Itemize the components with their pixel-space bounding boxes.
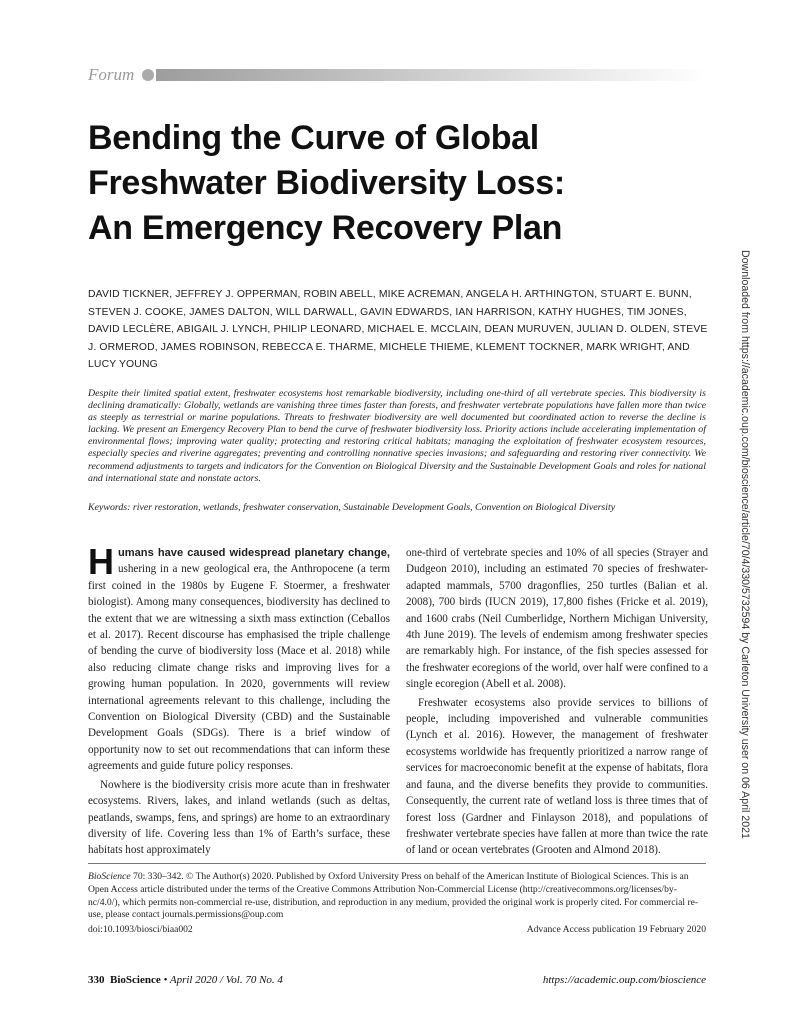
abstract: Despite their limited spatial extent, freshwater ecosystems host remarkable biodiversity, including one-third of all vertebrate species. This biodiversity is declining dramatically: Globally, wetlands are vanishing three times faster than forests, and freshwater vertebrate populations have fallen more than twice as steeply as terrestrial or marine populations. Threats to freshwater biodiversity are well documented but coordinated action to reverse the decline is lacking. We present an Emergency Recovery Plan to bend the curve of freshwater biodiversity loss. Priority actions include accelerating implementation of environmental flows; improving water quality; protecting and restoring critical habitats; managing the exploitation of freshwater ecosystem resources, especially species and riverine aggregates; preventing and controlling nonnative species invasions; and safeguarding and restoring river connectivity. We recommend adjustments to targets and indicators for the Convention on Biological Diversity and the Sustainable Development Goals and roles for national and international state and nonstate actors. [88,388,706,484]
title-line: Freshwater Biodiversity Loss: [88,164,565,202]
doi-text: doi:10.1093/biosci/biaa002 [88,924,193,935]
drop-cap: H [88,541,114,582]
download-note [739,250,753,839]
section-label-text: Forum [88,65,135,84]
page-number: 330 [88,974,105,986]
body-paragraph [88,541,390,775]
section-label-bar [156,69,708,81]
license-footnote [88,871,706,922]
article-title [88,116,648,251]
footer-journal: BioScience [110,974,161,986]
footer-issue: • April 2020 / Vol. 70 No. 4 [160,974,283,986]
footnote-journal: BioScience [88,871,131,882]
body-paragraph: one-third of vertebrate species and 10% of all species (Strayer and Dudgeon 2010), including an estimated 70 species of freshwater-adapted mammals, 5700 dragonflies, 250 turtles (Balian et al. 2008), 700 birds (IUCN 2019), 17,800 fishes (Fricke et al. 2019), and 1600 crabs (Neil Cumberlidge, Northern Michigan University, 4th June 2019). The levels of endemism among freshwater species are remarkably high. For instance, of the fish species assessed for the freshwater ecoregions of the world, over half were confined to a single ecoregion (Abell et al. 2008). [406,547,708,691]
advance-access-text: Advance Access publication 19 February 2020 [526,924,706,935]
footer-citation [88,974,283,986]
lead-in: umans have caused widespread planetary change, [118,547,390,559]
author-list: DAVID TICKNER, JEFFREY J. OPPERMAN, ROBIN ABELL, MIKE ACREMAN, ANGELA H. ARTHINGTON, STUART E. BUNN, STEVEN J. COOKE, JAMES DALTON, WILL DARWALL, GAVIN EDWARDS, IAN HARRISON, KATHY HUGHES, TIM JONES, DAVID LECLÈRE, ABIGAIL J. LYNCH, PHILIP LEONARD, MICHAEL E. MCCLAIN, DEAN MURUVEN, JULIAN D. OLDEN, STEVE J. ORMEROD, JAMES ROBINSON, REBECCA E. THARME, MICHELE THIEME, KLEMENT TOCKNER, MARK WRIGHT, AND LUCY YOUNG [88,289,708,370]
section-label-dot [142,69,154,81]
body-column-right [406,545,708,859]
footnote-divider [88,863,706,864]
footnote-text: 70: 330–342. © The Author(s) 2020. Published by Oxford University Press on behalf of the American Institute of Biological Sciences. This is an Open Access article distributed under the terms of the Creative Commons Attribution Non-Commercial License (http://creativecommons.org/licenses/by-nc/4.0/), which permits non-commercial re-use, distribution, and reproduction in any medium, provided the original work is properly cited. For commercial re-use, please contact journals.permissions@oup.com [88,871,699,921]
title-line: Bending the Curve of Global [88,119,539,157]
title-line: An Emergency Recovery Plan [88,209,563,247]
footer-url: https://academic.oup.com/bioscience [542,974,706,986]
body-paragraph: Freshwater ecosystems also provide services to billions of people, including impoverished and vulnerable communities (Lynch et al. 2016). However, the management of freshwater ecosystems worldwide has frequently prioritized a narrow range of services for macroeconomic benefit at the expense of habitats, flora and fauna, and the diverse benefits they provide to communities. Consequently, the current rate of wetland loss is three times that of forest loss (Gardner and Finlayson 2018), and populations of freshwater vertebrate species have fallen at more than twice the rate of land or ocean vertebrates (Grooten and Almond 2018). [406,696,708,857]
body-paragraph: Nowhere is the biodiversity crisis more acute than in freshwater ecosystems. Rivers, lakes, and inland wetlands (such as deltas, peatlands, swamps, fens, and springs) are home to an extraordinary diversity of life. Covering less than 1% of Earth’s surface, these habitats host approximately [88,778,390,857]
download-note-text: Downloaded from https://academic.oup.com/bioscience/article/70/4/330/5732594 by Carleton University user on 06 April 2021 [739,250,751,839]
keywords: Keywords: river restoration, wetlands, freshwater conservation, Sustainable Development Goals, Convention on Biological Diversity [88,502,616,513]
body-column-left [88,541,390,859]
section-label [88,66,708,84]
paragraph-text: ushering in a new geological era, the Anthropocene (a term first coined in the 1980s by Eugene F. Stoermer, a freshwater biologist). Among many consequences, biodiversity has declined to the extent that we are witnessing a sixth mass extinction (Ceballos et al. 2017). Recent discourse has emphasised the triple challenge of bending the curve of biodiversity loss (Mace et al. 2018) while also reducing climate change risks and improving lives for a growing human population. In 2020, governments will review international agreements relevant to this challenge, including the Convention on Biological Diversity (CBD) and the Sustainable Development Goals (SDGs). There is a brief window of opportunity now to set out recommendations that can inform these agreements and guide future policy responses. [88,563,390,773]
